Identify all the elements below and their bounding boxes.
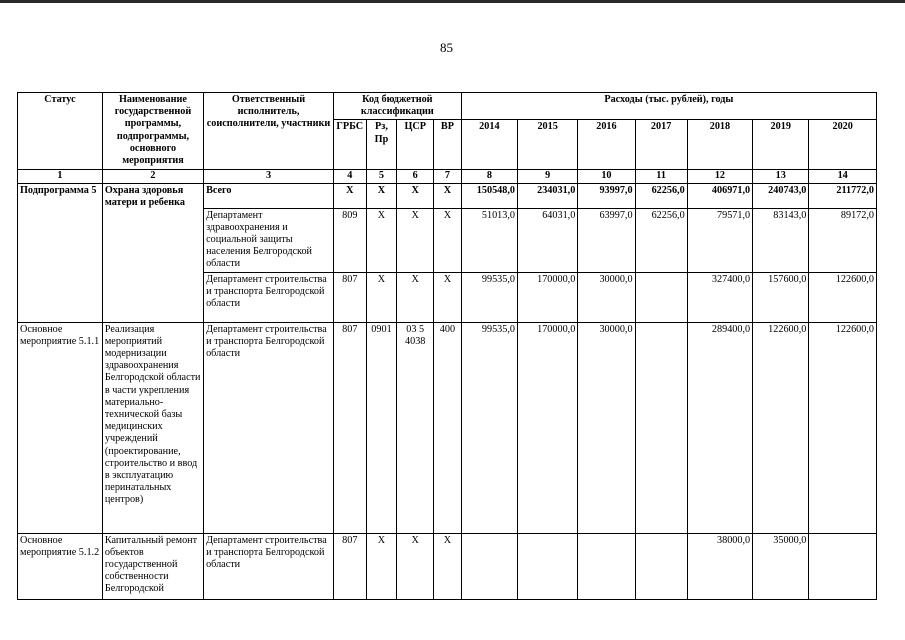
row-vr: Х <box>434 533 462 599</box>
row-value <box>578 533 635 599</box>
row-executor: Департамент строительства и транспорта Белгородской области <box>204 272 334 322</box>
col-number: 9 <box>517 170 577 183</box>
row-status: Основное мероприятие 5.1.2 <box>18 533 103 599</box>
row-vr: 400 <box>434 322 462 533</box>
row-value: 63997,0 <box>578 208 635 272</box>
header-budget-code: Код бюджетной классификации <box>333 93 461 120</box>
row-grbs: 807 <box>333 322 366 533</box>
header-year-2014: 2014 <box>461 120 517 170</box>
col-number: 10 <box>578 170 635 183</box>
row-value: 38000,0 <box>687 533 752 599</box>
header-name: Наименование государственной программы, подпрограммы, основного мероприятия <box>102 93 203 170</box>
row-value <box>809 533 877 599</box>
row-value: 93997,0 <box>578 183 635 208</box>
row-value <box>461 533 517 599</box>
col-number: 5 <box>366 170 397 183</box>
row-value: 79571,0 <box>687 208 752 272</box>
row-executor: Департамент строительства и транспорта Белгородской области <box>204 322 334 533</box>
row-value: 89172,0 <box>809 208 877 272</box>
row-value: 35000,0 <box>753 533 809 599</box>
row-value: 170000,0 <box>517 322 577 533</box>
row-value: 170000,0 <box>517 272 577 322</box>
header-executor: Ответственный исполнитель, соисполнители, участники <box>204 93 334 170</box>
row-name: Капитальный ремонт объектов государственной собственности Белгородской <box>102 533 203 599</box>
row-value <box>635 322 687 533</box>
row-executor: Департамент здравоохранения и социальной защиты населения Белгородской области <box>204 208 334 272</box>
col-number: 14 <box>809 170 877 183</box>
row-csr: Х <box>397 183 434 208</box>
row-value: 99535,0 <box>461 272 517 322</box>
row-value: 62256,0 <box>635 208 687 272</box>
header-expenses: Расходы (тыс. рублей), годы <box>461 93 876 120</box>
col-number: 8 <box>461 170 517 183</box>
row-csr: Х <box>397 533 434 599</box>
col-number: 13 <box>753 170 809 183</box>
row-value: 157600,0 <box>753 272 809 322</box>
header-year-2015: 2015 <box>517 120 577 170</box>
row-value: 99535,0 <box>461 322 517 533</box>
row-value: 327400,0 <box>687 272 752 322</box>
row-grbs: 809 <box>333 208 366 272</box>
row-value: 51013,0 <box>461 208 517 272</box>
header-year-2018: 2018 <box>687 120 752 170</box>
row-value <box>517 533 577 599</box>
header-grbs: ГРБС <box>333 120 366 170</box>
col-number: 4 <box>333 170 366 183</box>
row-value: 30000,0 <box>578 322 635 533</box>
expenses-table <box>17 92 877 600</box>
page-number: 85 <box>440 40 453 55</box>
table-row <box>18 533 877 599</box>
col-number: 11 <box>635 170 687 183</box>
col-number: 2 <box>102 170 203 183</box>
header-year-2019: 2019 <box>753 120 809 170</box>
table-row <box>18 183 877 208</box>
table-row <box>18 322 877 533</box>
row-value: 30000,0 <box>578 272 635 322</box>
row-value: 122600,0 <box>809 272 877 322</box>
row-value: 122600,0 <box>809 322 877 533</box>
row-value: 64031,0 <box>517 208 577 272</box>
row-value: 289400,0 <box>687 322 752 533</box>
row-value: 234031,0 <box>517 183 577 208</box>
col-number: 12 <box>687 170 752 183</box>
row-grbs: 807 <box>333 533 366 599</box>
row-rzpr: Х <box>366 208 397 272</box>
header-row-1 <box>18 93 877 120</box>
row-vr: Х <box>434 272 462 322</box>
row-executor: Департамент строительства и транспорта Белгородской области <box>204 533 334 599</box>
row-value: 150548,0 <box>461 183 517 208</box>
header-year-2016: 2016 <box>578 120 635 170</box>
header-year-2020: 2020 <box>809 120 877 170</box>
row-rzpr: Х <box>366 272 397 322</box>
row-status: Основное мероприятие 5.1.1 <box>18 322 103 533</box>
row-csr: 03 5 4038 <box>397 322 434 533</box>
row-value: 240743,0 <box>753 183 809 208</box>
row-vr: Х <box>434 208 462 272</box>
row-value: 83143,0 <box>753 208 809 272</box>
header-year-2017: 2017 <box>635 120 687 170</box>
col-number: 7 <box>434 170 462 183</box>
row-name: Охрана здоровья матери и ребенка <box>102 183 203 322</box>
row-value: 211772,0 <box>809 183 877 208</box>
row-vr: Х <box>434 183 462 208</box>
row-value: 122600,0 <box>753 322 809 533</box>
row-grbs: 807 <box>333 272 366 322</box>
top-border-line <box>0 0 905 3</box>
row-value <box>635 272 687 322</box>
row-csr: Х <box>397 208 434 272</box>
col-number: 1 <box>18 170 103 183</box>
header-rzpr: Рз, Пр <box>366 120 397 170</box>
header-vr: ВР <box>434 120 462 170</box>
col-number: 6 <box>397 170 434 183</box>
row-name: Реализация мероприятий модернизации здравоохранения Белгородской области в части укрепления материально-технической базы медицинских учреждений (проектирование, строительство и ввод в эксплуатацию перинатальных центров) <box>102 322 203 533</box>
row-rzpr: 0901 <box>366 322 397 533</box>
row-value: 62256,0 <box>635 183 687 208</box>
row-rzpr: Х <box>366 533 397 599</box>
row-value <box>635 533 687 599</box>
header-status: Статус <box>18 93 103 170</box>
row-rzpr: Х <box>366 183 397 208</box>
row-executor: Всего <box>204 183 334 208</box>
row-status: Подпрограмма 5 <box>18 183 103 322</box>
row-grbs: Х <box>333 183 366 208</box>
header-csr: ЦСР <box>397 120 434 170</box>
row-value: 406971,0 <box>687 183 752 208</box>
column-number-row <box>18 170 877 183</box>
row-csr: Х <box>397 272 434 322</box>
col-number: 3 <box>204 170 334 183</box>
